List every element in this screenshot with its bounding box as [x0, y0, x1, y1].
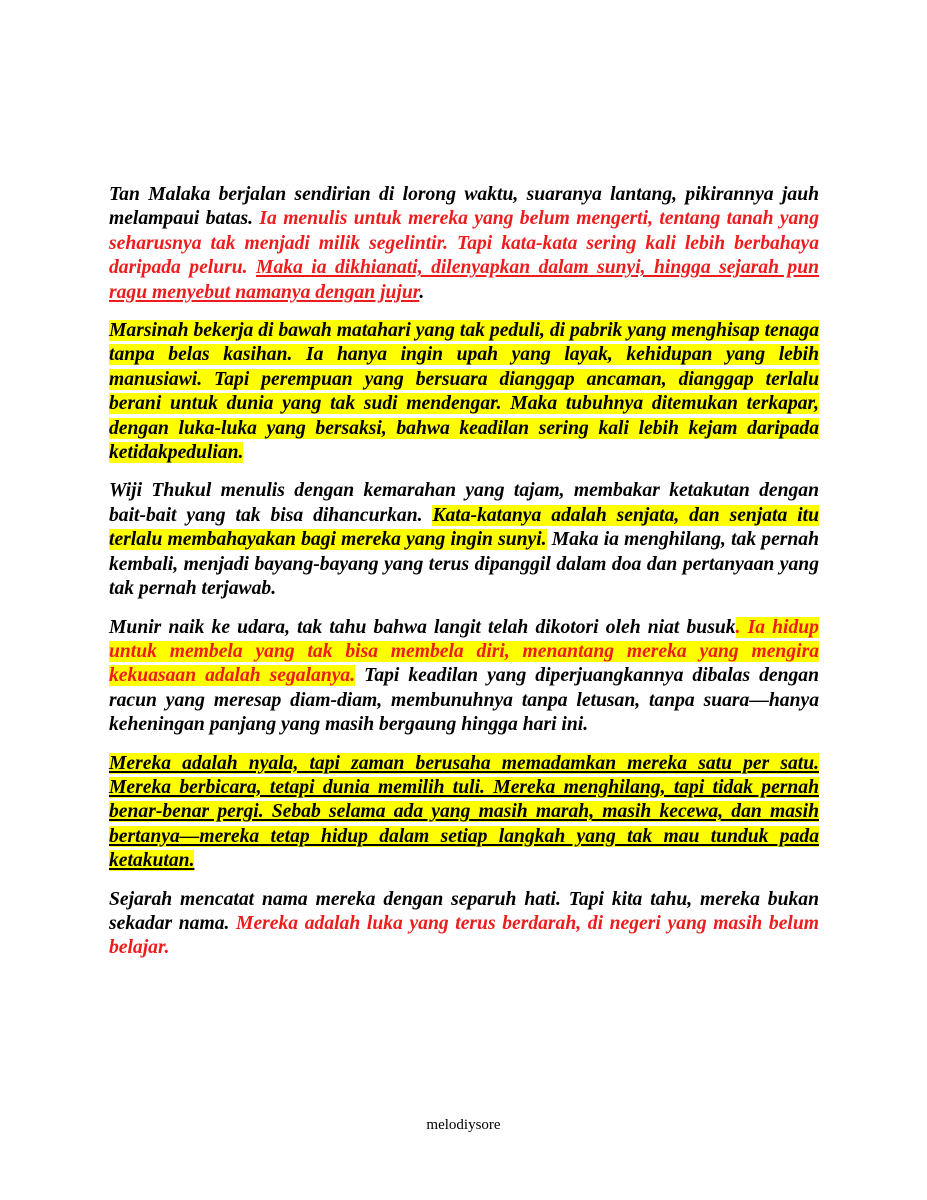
paragraph-munir: [109, 616, 819, 738]
text-segment: Wiji Thukul menulis dengan kemarahan yang tajam, membakar ketakutan dengan bait-bait yang tak bisa dihancurkan.: [109, 480, 819, 526]
text-segment: Maka ia dikhianati, dilenyapkan dalam sunyi, hingga sejarah pun ragu menyebut namanya dengan jujur: [109, 257, 820, 303]
text-segment: .: [419, 281, 425, 303]
text-segment: . Ia hidup untuk membela yang tak bisa membela diri, menantang mereka yang mengira kekuasaan adalah segalanya.: [109, 616, 819, 687]
footer-author: melodiysore: [426, 1117, 501, 1133]
text-segment: Munir naik ke udara, tak tahu bahwa langit telah dikotori oleh niat busuk: [109, 616, 736, 638]
text-segment: Ia menulis untuk mereka yang belum mengerti, tentang tanah yang seharusnya tak menjadi milik segelintir. Tapi kata-kata sering kali lebih berbahaya daripada peluru.: [109, 208, 820, 279]
text-segment: Tapi keadilan yang diperjuangkannya dibalas dengan racun yang meresap diam-diam, membunuhnya tanpa letusan, tanpa suara—hanya keheningan panjang yang masih bergaung hingga hari ini.: [109, 665, 819, 736]
text-segment: Mereka adalah luka yang terus berdarah, di negeri yang masih belum belajar.: [109, 912, 819, 959]
text-segment: Kata-katanya adalah senjata, dan senjata itu terlalu membahayakan bagi mereka yang ingin sunyi.: [109, 504, 820, 551]
text-segment: Marsinah bekerja di bawah matahari yang tak peduli, di pabrik yang menghisap tenaga tanpa belas kasihan. Ia hanya ingin upah yang layak, kehidupan yang lebih manusiawi. Tapi perempuan yang bersuara dianggap ancaman, dianggap terlalu berani untuk dunia yang tak sudi mendengar. Maka tubuhnya ditemukan terkapar, dengan luka-luka yang bersaksi, bahwa keadilan sering kali lebih kejam daripada ketidakpedulian.: [109, 320, 819, 464]
text-segment: Tan Malaka berjalan sendirian di lorong waktu, suaranya lantang, pikirannya jauh melampaui batas.: [109, 184, 819, 230]
paragraph-sejarah: [109, 888, 819, 961]
text-segment: Mereka adalah nyala, tapi zaman berusaha memadamkan mereka satu per satu. Mereka berbicara, tetapi dunia memilih tuli. Mereka menghilang, tapi tidak pernah benar-benar pergi. Sebab selama ada yang masih marah, masih kecewa, dan masih bertanya—mereka tetap hidup dalam setiap langkah yang tak mau tunduk pada ketakutan.: [109, 752, 819, 872]
paragraph-mereka-nyala: [109, 752, 819, 874]
text-segment: Maka ia menghilang, tak pernah kembali, menjadi bayang-bayang yang terus dipanggil dalam doa dan pertanyaan yang tak pernah terjawab.: [109, 529, 819, 600]
paragraph-wiji-thukul: [109, 479, 819, 601]
paragraph-marsinah: [109, 319, 819, 465]
paragraph-tan-malaka: [109, 183, 819, 305]
text-segment: Sejarah mencatat nama mereka dengan separuh hati. Tapi kita tahu, mereka bukan sekadar nama.: [109, 888, 819, 934]
document-body: [109, 183, 819, 975]
